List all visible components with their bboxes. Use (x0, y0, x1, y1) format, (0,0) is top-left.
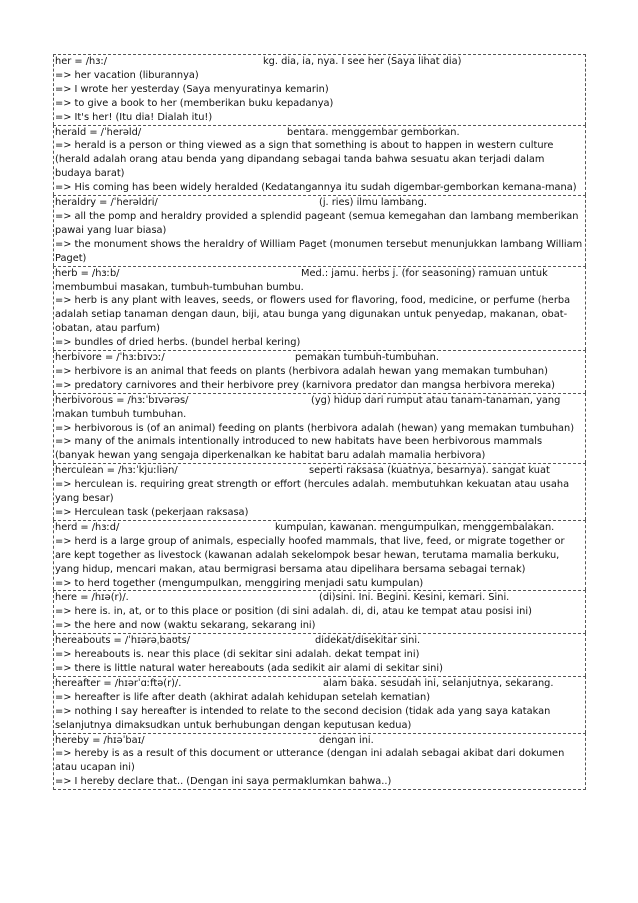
headword: here = /hɪə(r)/. (55, 592, 129, 604)
entry-headword-line (54, 734, 585, 748)
example-sentence: => herbivorous is (of an animal) feeding on plants (herbivora adalah (hewan) yang memakan tumbuhan) (55, 422, 575, 434)
headword-meaning: (di)sini. Ini. Begini. Kesini, kemari. Sini. (319, 592, 510, 604)
dictionary-entry (53, 125, 586, 196)
entry-headword-line (54, 591, 585, 605)
example-sentence: => to herd together (mengumpulkan, menggiring menjadi satu kumpulan) (55, 577, 424, 589)
example-sentence: => nothing I say hereafter is intended to relate to the second decision (tidak ada yang saya katakan selanjutnya dimaksudkan untuk berhubungan dengan keputusan kedua) (55, 705, 551, 731)
headword-meaning: pemakan tumbuh-tumbuhan. (295, 352, 439, 364)
example-sentence: => many of the animals intentionally introduced to new habitats have been herbivorous mammals (banyak hewan yang sengaja diperkenalkan ke habitat baru adalah mamalia herbivora) (55, 436, 543, 462)
headword: herd = /hɜːd/ (55, 521, 120, 533)
example-sentence: => I wrote her yesterday (Saya menyuratinya kemarin) (55, 83, 329, 95)
headword-meaning: didekat/disekitar sini. (315, 635, 421, 647)
entry-headword-line (54, 267, 585, 295)
example-sentence: => there is little natural water hereabouts (ada sedikit air alami di sekitar sini) (55, 662, 443, 674)
dictionary-entry (53, 633, 586, 676)
dictionary-entry (53, 393, 586, 464)
headword-meaning: dengan ini. (319, 734, 374, 746)
headword: herculean = /hɜːˈkjuːliən/ (55, 465, 178, 477)
entry-headword-line (54, 55, 585, 69)
headword-meaning: alam baka. sesudah ini, selanjutnya, sekarang. (323, 677, 554, 689)
entry-headword-line (54, 464, 585, 478)
example-sentence: => hereabouts is. near this place (di sekitar sini adalah. dekat tempat ini) (55, 649, 420, 661)
example-sentence: => her vacation (liburannya) (55, 69, 199, 81)
headword: heraldry = /ˈherəldri/ (55, 197, 158, 209)
example-sentence: => to give a book to her (memberikan buku kepadanya) (55, 97, 334, 109)
example-sentence: => herculean is. requiring great strength or effort (hercules adalah. membutuhkan kekuatan atau usaha yang besar) (55, 479, 570, 505)
dictionary-entry (53, 590, 586, 633)
dictionary-entry (53, 676, 586, 733)
headword-meaning: (j. ries) ilmu lambang. (319, 197, 427, 209)
entry-headword-line (54, 351, 585, 365)
headword-meaning: bentara. menggembar gemborkan. (287, 126, 460, 138)
example-sentence: => herbivore is an animal that feeds on plants (herbivora adalah hewan yang memakan tumbuhan) (55, 365, 548, 377)
headword: herbivore = /ˈhɜːbɪvɔː/ (55, 352, 165, 364)
example-sentence: => hereafter is life after death (akhirat adalah kehidupan setelah kematian) (55, 691, 431, 703)
example-sentence: => the monument shows the heraldry of William Paget (monumen tersebut menunjukkan lambang William Paget) (55, 238, 583, 264)
headword-meaning: Med.: jamu. herbs j. (for seasoning) ramuan untuk membumbui masakan, tumbuh-tumbuhan bumbu. (55, 267, 548, 293)
entry-headword-line (54, 394, 585, 422)
dictionary-entry (53, 463, 586, 520)
entry-headword-line (54, 634, 585, 648)
dictionary-entry (53, 195, 586, 266)
headword: hereby = /hɪəˈbaɪ/ (55, 734, 145, 746)
example-sentence: => It's her! (Itu dia! Dialah itu!) (55, 111, 213, 123)
headword: hereabouts = /ˈhɪərəˌbaʊts/ (55, 635, 191, 647)
headword: herald = /ˈherəld/ (55, 126, 142, 138)
example-sentence: => bundles of dried herbs. (bundel herbal kering) (55, 337, 301, 349)
headword: her = /hɜ:/ (55, 56, 108, 67)
entry-headword-line (54, 677, 585, 691)
headword: herb = /hɜːb/ (55, 267, 120, 279)
example-sentence: => hereby is as a result of this document or utterance (dengan ini adalah sebagai akibat dari dokumen atau ucapan ini) (55, 748, 565, 774)
headword-meaning: kg. dia, ia, nya. I see her (Saya lihat dia) (263, 56, 462, 67)
headword-meaning: seperti raksasa (kuatnya, besarnya). sangat kuat (309, 465, 550, 477)
dictionary-entry (53, 266, 586, 350)
entry-headword-line (54, 126, 585, 140)
dictionary-entry (53, 520, 586, 591)
example-sentence: => Herculean task (pekerjaan raksasa) (55, 507, 249, 518)
entry-headword-line (54, 521, 585, 535)
example-sentence: => the here and now (waktu sekarang, sekarang ini) (55, 620, 316, 632)
dictionary-table (53, 54, 586, 790)
headword: herbivorous = /hɜːˈbɪvərəs/ (55, 394, 189, 406)
example-sentence: => all the pomp and heraldry provided a splendid pageant (semua kemegahan dan lambang memberikan pawai yang luar biasa) (55, 210, 579, 236)
example-sentence: => His coming has been widely heralded (Kedatangannya itu sudah digembar-gemborkan kemana-mana) (55, 182, 577, 194)
example-sentence: => predatory carnivores and their herbivore prey (karnivora predator dan mangsa herbivora mereka) (55, 379, 555, 391)
example-sentence: => here is. in, at, or to this place or position (di sini adalah. di, di, atau ke tempat atau posisi ini) (55, 606, 532, 618)
example-sentence: => herald is a person or thing viewed as a sign that something is about to happen in western culture (herald adalah orang atau benda yang dipandang sebagai tanda bahwa sesuatu akan terjadi dalam budaya barat) (55, 140, 554, 180)
dictionary-entry (53, 733, 586, 791)
example-sentence: => I hereby declare that.. (Dengan ini saya permaklumkan bahwa..) (55, 776, 392, 788)
headword-meaning: kumpulan, kawanan. mengumpulkan, menggembalakan. (275, 521, 555, 533)
example-sentence: => herd is a large group of animals, especially hoofed mammals, that live, feed, or migrate together or are kept together as livestock (kawanan adalah sekelompok besar hewan, terutama mamalia berkuku, yang hidup, mencari makan, atau bermigrasi bersama atau dipelihara bersama sebagai ternak) (55, 535, 565, 575)
dictionary-entry (53, 54, 586, 125)
headword: hereafter = /hɪərˈɑːftə(r)/. (55, 677, 182, 689)
entry-headword-line (54, 196, 585, 210)
example-sentence: => herb is any plant with leaves, seeds, or flowers used for flavoring, food, medicine, or perfume (herba adalah setiap tanaman dengan daun, biji, atau bunga yang digunakan untuk penyedap, makanan, obat-obatan, atau parfum) (55, 295, 571, 335)
headword-meaning: (yg) hidup dari rumput atau tanam-tanaman, yang makan tumbuh tumbuhan. (55, 394, 561, 420)
dictionary-entry (53, 350, 586, 393)
